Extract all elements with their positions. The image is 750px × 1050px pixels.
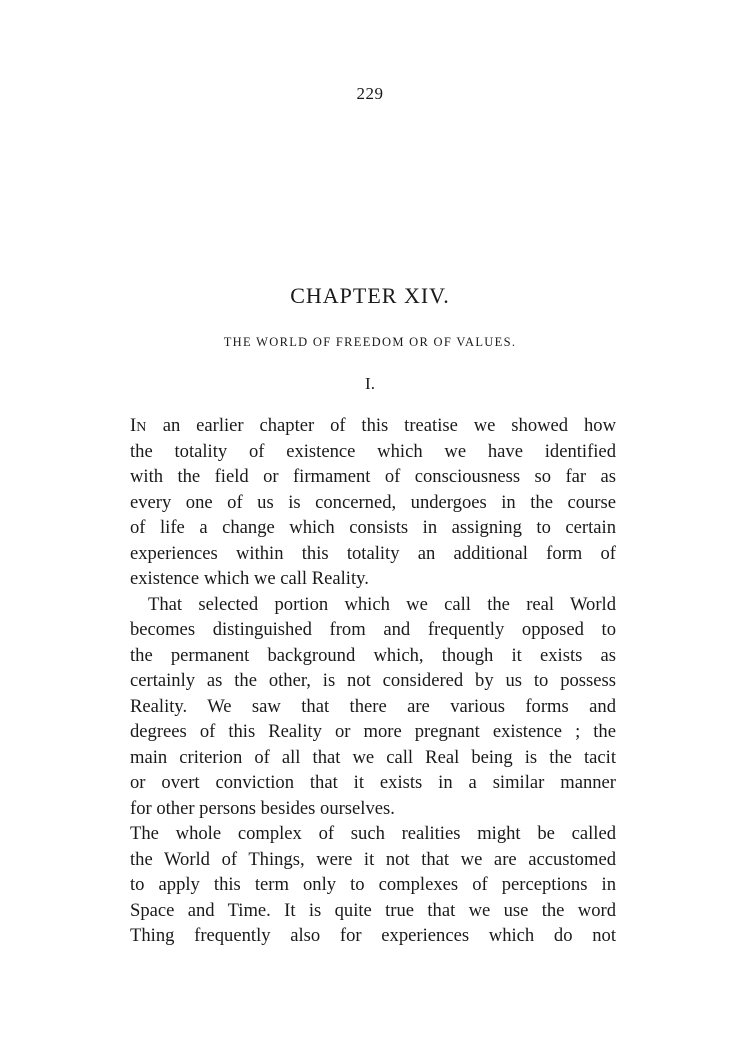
body-line: experiences within this totality an additional form of: [130, 542, 616, 564]
body-line: Thing frequently also for experiences which do not: [130, 925, 616, 946]
section-number: I.: [365, 374, 375, 393]
body-line: becomes distinguished from and frequently opposed to: [130, 619, 616, 640]
body-line: degrees of this Reality or more pregnant existence ; the: [130, 721, 616, 742]
body-line: every one of us is concerned, undergoes in the course: [130, 491, 616, 513]
body-line: to apply this term only to complexes of perceptions in: [130, 874, 616, 895]
page-number: 229: [356, 84, 384, 103]
body-line: certainly as the other, is not considered by us to possess: [130, 670, 616, 691]
body-line: That selected portion which we call the real World: [148, 593, 616, 615]
body-line: or overt conviction that it exists in a similar manner: [130, 772, 616, 793]
body-line: for other persons besides ourselves.: [130, 797, 395, 819]
body-line: existence which we call Reality.: [130, 568, 369, 589]
body-line: the World of Things, were it not that we are accustomed: [130, 848, 616, 870]
chapter-subtitle: THE WORLD OF FREEDOM OR OF VALUES.: [223, 335, 517, 349]
body-line: the totality of existence which we have identified: [130, 440, 616, 462]
body-line: main criterion of all that we call Real being is the tacit: [130, 746, 616, 768]
body-line: of life a change which consists in assigning to certain: [130, 517, 616, 538]
body-line: the permanent background which, though it exists as: [130, 644, 616, 666]
body-line: with the field or firmament of consciousness so far as: [130, 466, 616, 487]
body-text: [130, 413, 616, 949]
body-line: Space and Time. It is quite true that we use the word: [130, 899, 616, 921]
chapter-title: CHAPTER XIV.: [290, 283, 450, 308]
body-line: The whole complex of such realities might be called: [130, 823, 616, 844]
body-line: IN an earlier chapter of this treatise we showed how: [130, 415, 616, 436]
body-line: Reality. We saw that there are various forms and: [130, 695, 616, 717]
